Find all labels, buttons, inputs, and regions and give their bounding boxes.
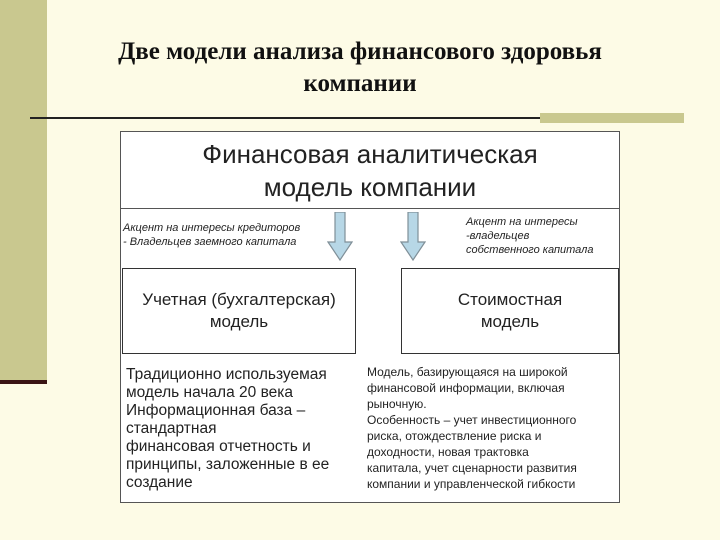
description-line: финансовая отчетность и [126, 438, 311, 455]
description-line: модель начала 20 века [126, 384, 293, 401]
title-underline [30, 117, 540, 119]
value-model-line-2: модель [480, 312, 540, 331]
diagram-frame [120, 131, 620, 503]
left-accent-line-2: - Владельцев заемного капитала [123, 236, 297, 248]
side-bar-accent-line [0, 380, 47, 384]
description-line: Информационная база – [126, 402, 306, 419]
accounting-model-description [126, 366, 356, 492]
description-line: рыночную. [367, 397, 427, 411]
left-accent-note [123, 221, 333, 249]
description-line: капитала, учет сценарности развития [367, 461, 577, 475]
description-line: Традиционно используемая [126, 366, 327, 383]
heading-divider [121, 208, 619, 209]
description-line: финансовой информации, включая [367, 381, 565, 395]
description-line: доходности, новая трактовка [367, 445, 529, 459]
accounting-model-line-1: Учетная (бухгалтерская) [142, 290, 336, 309]
slide-title-line-1: Две модели анализа финансового здоровья [118, 38, 602, 65]
description-line: Модель, базирующаяся на широкой [367, 365, 568, 379]
value-model-box [401, 268, 619, 354]
right-accent-line-3: собственного капитала [466, 244, 594, 256]
down-arrow-right-icon [400, 212, 426, 262]
down-arrow-left-icon [327, 212, 353, 262]
decorative-side-bar [0, 0, 47, 384]
left-accent-line-1: Акцент на интересы кредиторов [123, 222, 301, 234]
value-model-description [367, 364, 619, 492]
right-accent-note [466, 215, 616, 257]
value-model-line-1: Стоимостная [457, 290, 563, 309]
right-accent-line-2: -владельцев [466, 230, 530, 242]
description-line: компании и управленческой гибкости [367, 477, 576, 491]
description-line: создание [126, 474, 193, 491]
description-line: риска, отождествление риска и [367, 429, 542, 443]
diagram-heading-line-2: модель компании [263, 172, 477, 202]
diagram-heading-line-1: Финансовая аналитическая [202, 139, 538, 169]
description-line: принципы, заложенные в ее [126, 456, 330, 473]
description-line: Особенность – учет инвестиционного [367, 413, 577, 427]
title-underline-accent [540, 113, 684, 123]
accounting-model-line-2: модель [209, 312, 269, 331]
slide-title [80, 36, 640, 100]
right-accent-line-1: Акцент на интересы [466, 216, 578, 228]
diagram-heading [121, 138, 619, 204]
slide-title-line-2: компании [303, 70, 417, 97]
accounting-model-box [122, 268, 356, 354]
description-line: стандартная [126, 420, 217, 437]
